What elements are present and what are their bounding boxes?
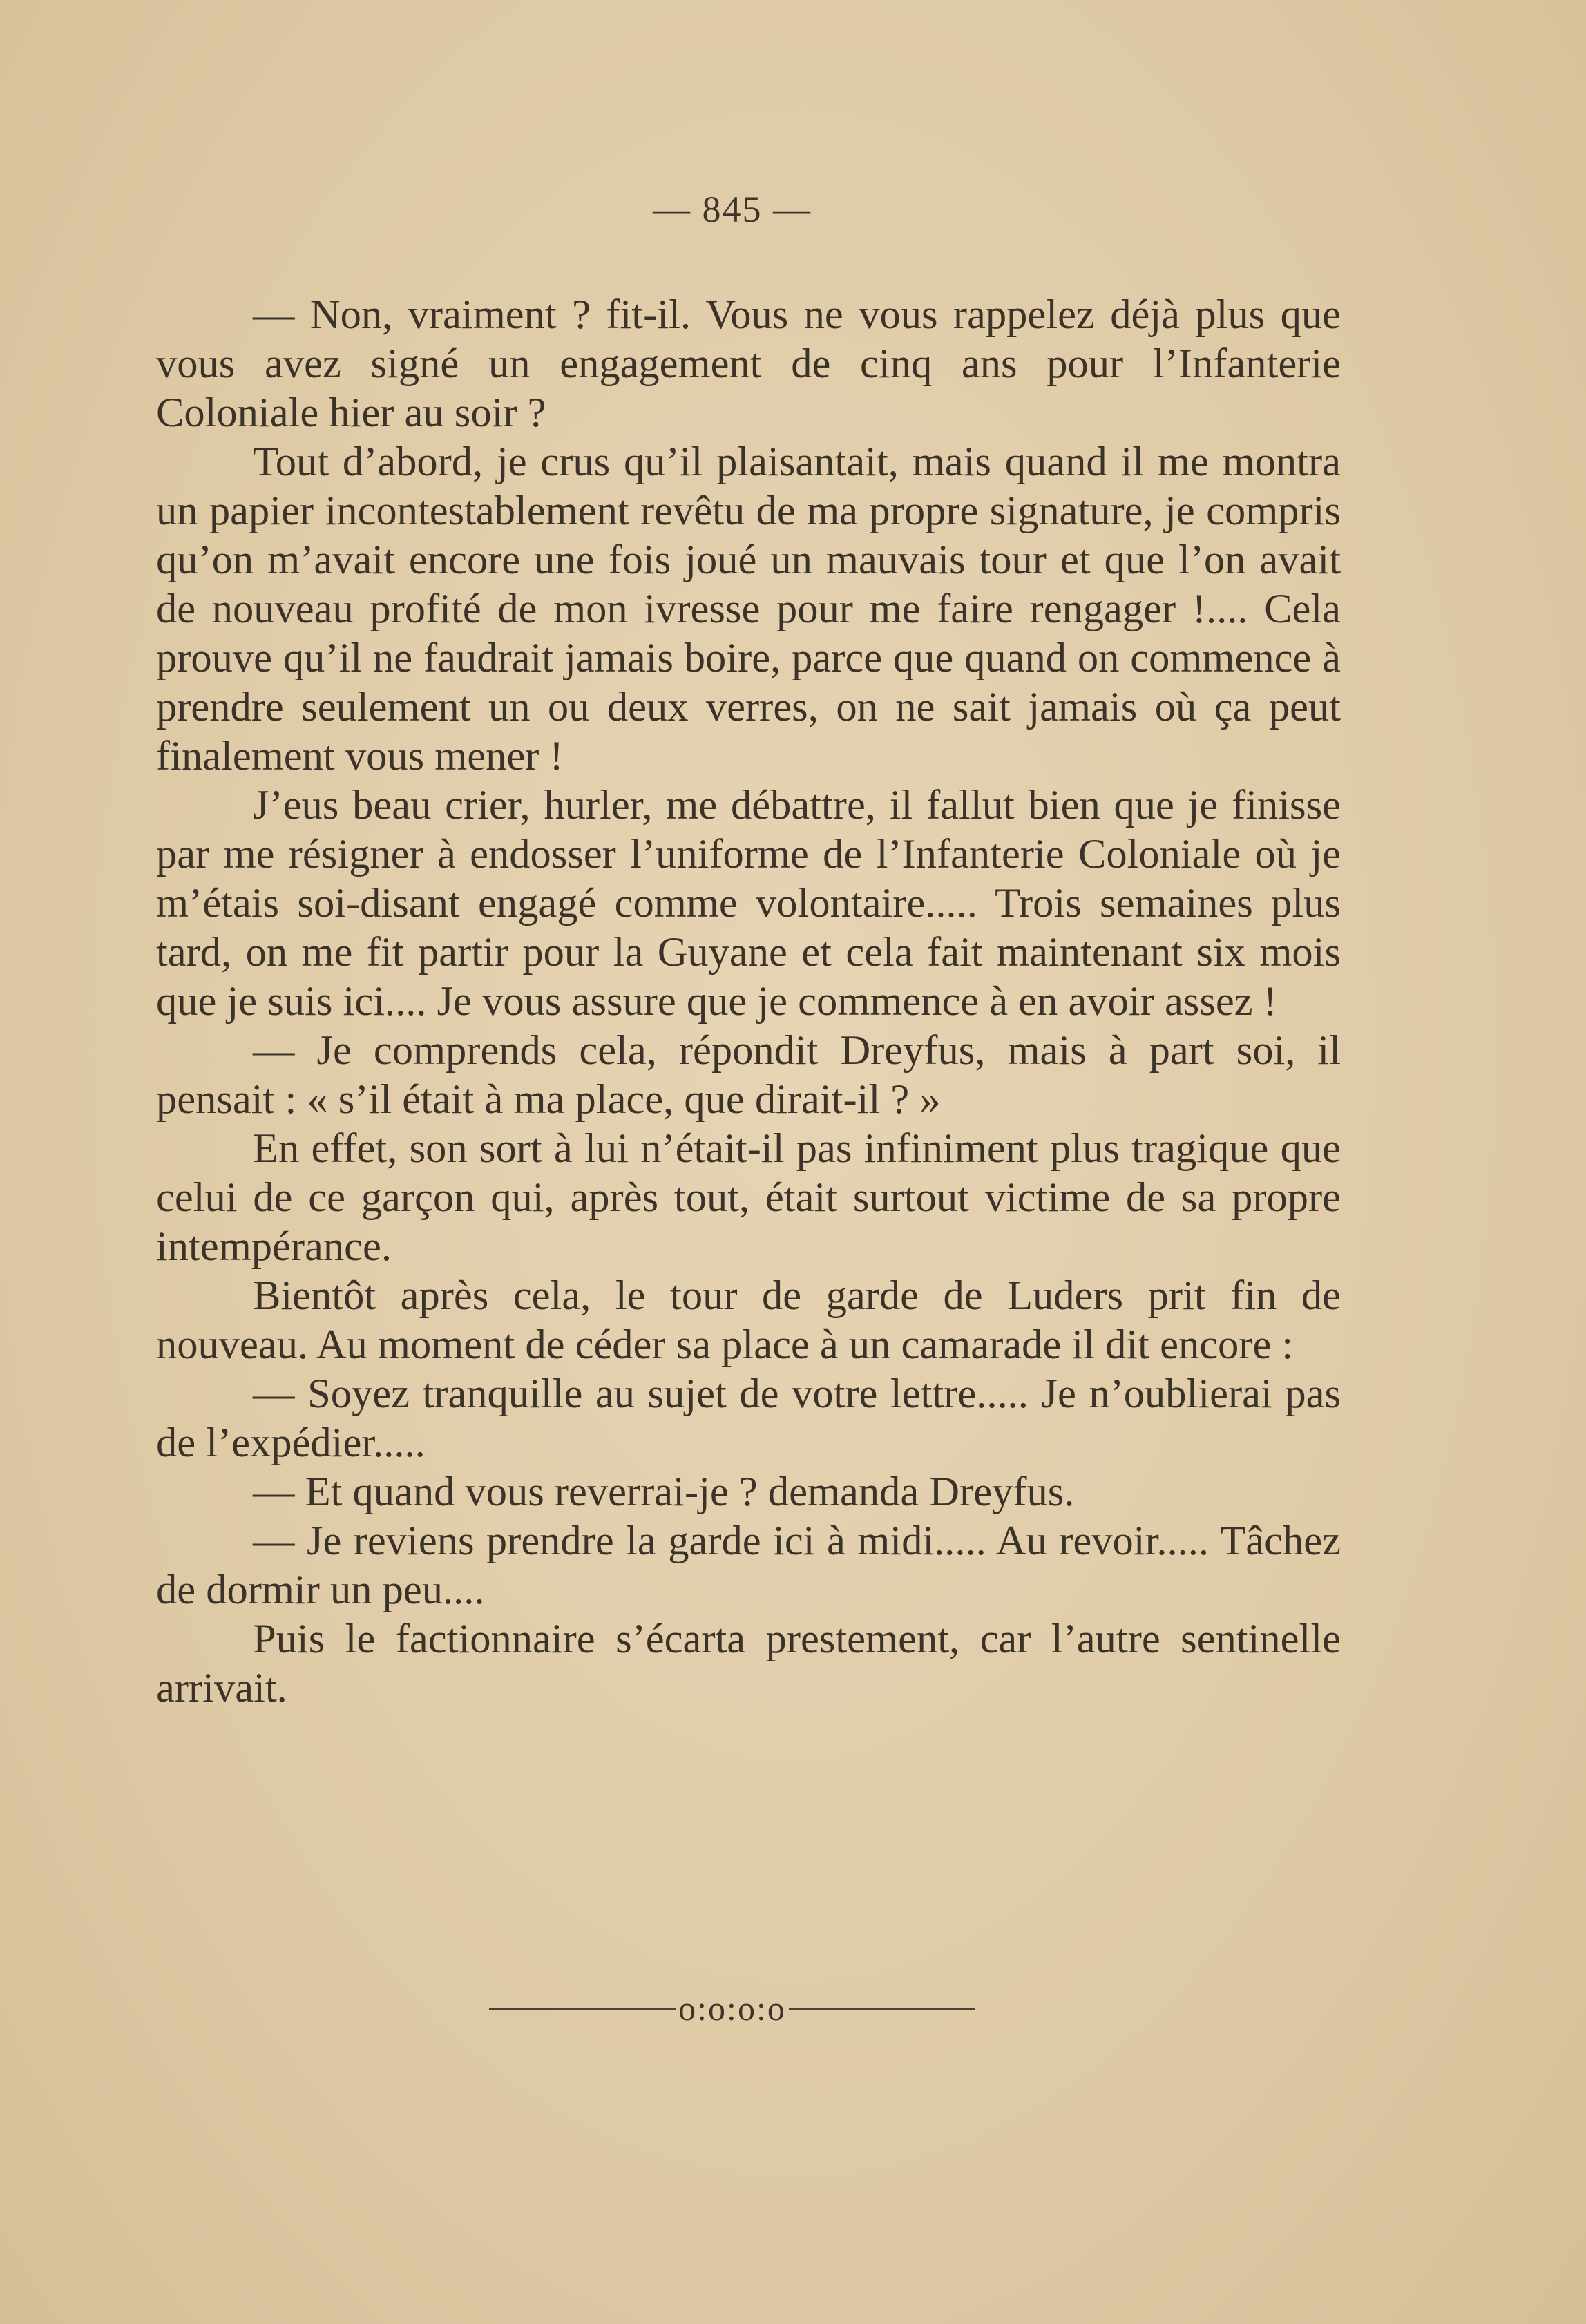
paragraph: Bientôt après cela, le tour de garde de Luders prit fin de nouveau. Au moment de céder sa place à un camarade il dit encore : [156,1273,1341,1368]
paragraph: — Non, vraiment ? fit-il. Vous ne vous rappelez déjà plus que vous avez signé un engagement de cinq ans pour l’Infanterie Coloniale hier au soir ? [156,292,1341,436]
paragraph: — Je comprends cela, répondit Dreyfus, mais à part soi, il pensait : « s’il était à ma place, que dirait-il ? » [156,1027,1341,1123]
ornament-rule-right [789,2008,975,2010]
paragraph: — Je reviens prendre la garde ici à midi..... Au revoir..... Tâchez de dormir un peu.... [156,1518,1341,1613]
paragraph: Puis le factionnaire s’écarta prestement, car l’autre sentinelle arrivait. [156,1616,1341,1711]
ornament-rule-left [489,2008,676,2010]
page-number: — 845 — [653,189,812,230]
paragraph: Tout d’abord, je crus qu’il plaisantait, mais quand il me montra un papier incontestablement revêtu de ma propre signature, je compris qu’on m’avait encore une fois joué un mauvais tour et que l’on avait de nouveau profité de mon ivresse pour me faire rengager !.... Cela prouve qu’il ne faudrait jamais boire, parce que quand on commence à prendre seulement un ou deux verres, on ne sait jamais où ça peut finalement vous mener ! [156,439,1341,779]
paragraph: — Soyez tranquille au sujet de votre lettre..... Je n’oublierai pas de l’expédier..... [156,1371,1341,1466]
paragraph: — Et quand vous reverrai-je ? demanda Dreyfus. [253,1469,1075,1515]
section-end-ornament [0,1988,1464,2028]
ornament-text: o:o:o:o [678,1989,786,2028]
paragraph: En effet, son sort à lui n’était-il pas infiniment plus tragique que celui de ce garçon qui, après tout, était surtout victime de sa propre intempérance. [156,1125,1341,1270]
paragraph: J’eus beau crier, hurler, me débattre, il fallut bien que je finisse par me résigner à endosser l’uniforme de l’Infanterie Coloniale où je m’étais soi-disant engagé comme volontaire..... Trois semaines plus tard, on me fit partir pour la Guyane et cela fait maintenant six mois que je suis ici.... Je vous assure que je commence à en avoir assez ! [156,782,1341,1025]
body-text [156,290,1341,1713]
